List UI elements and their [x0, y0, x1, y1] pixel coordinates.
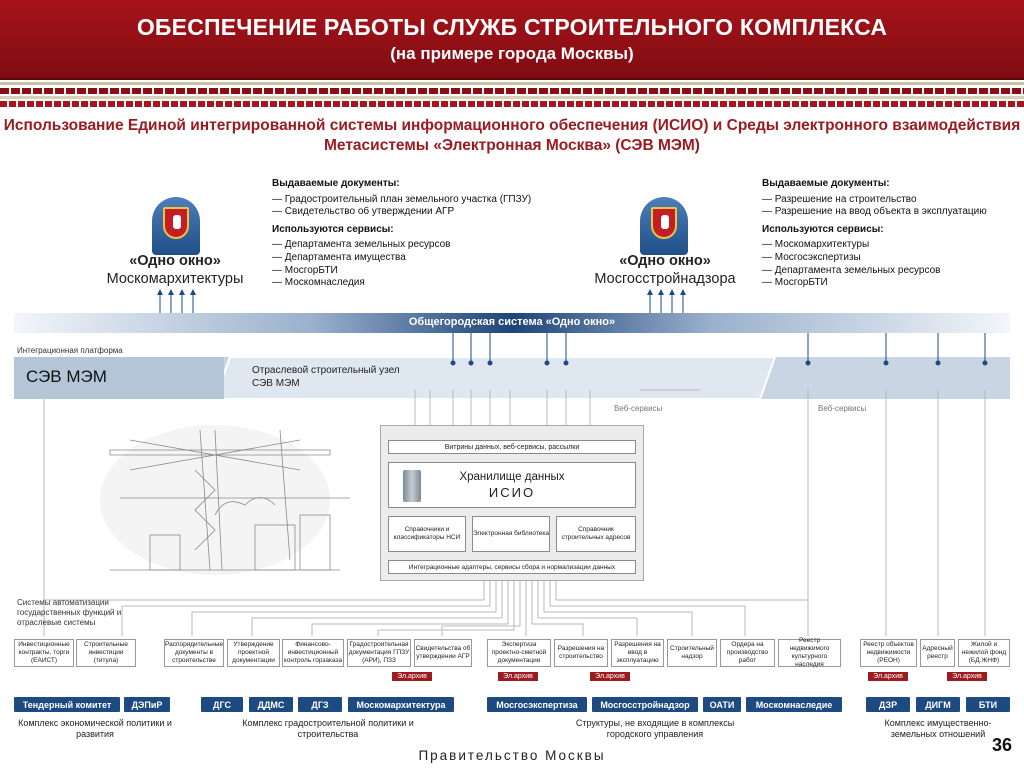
industry-node-label: Отраслевой строительный узел СЭВ МЭМ	[252, 365, 400, 389]
org-ddms: ДДМС	[249, 697, 293, 712]
system-box: Экспертиза проектно-сметной документации	[487, 639, 551, 667]
storage-title: Хранилище данных	[459, 471, 565, 483]
service-item: — МосгорБТИ	[272, 264, 338, 276]
org-bti: БТИ	[966, 697, 1010, 712]
archive-tag: Эл.архив	[498, 672, 538, 681]
service-item: — Москомархитектуры	[762, 239, 870, 251]
storage-name: ИСИО	[488, 485, 536, 500]
system-box: Ордера на производство работ	[720, 639, 775, 667]
intro-text: Использование Единой интегрированной системы информационного обеспечения (ИСИО) и Среды электронного взаимодействия Метасистемы «Электронная Москва» (СЭВ МЭМ)	[3, 117, 1021, 154]
arrows-to-left-window	[160, 292, 683, 313]
doc-item: — Градостроительный план земельного участка (ГПЗУ)	[272, 193, 532, 205]
doc-item: — Свидетельство об утверждении АГР	[272, 206, 455, 218]
service-item: — Департамента имущества	[272, 251, 406, 263]
system-box: Реестр недвижимого культурного наследия	[778, 639, 841, 667]
right-window-title: «Одно окно»	[619, 253, 711, 269]
platform-label: Интеграционная платформа	[17, 346, 123, 355]
system-box: Разрешения на строительство	[554, 639, 608, 667]
system-box: Строительные инвестиции (титула)	[76, 639, 136, 667]
isio-nsi-box: Справочники и классификаторы НСИ	[388, 516, 466, 552]
service-item: — Москомнаследия	[272, 277, 365, 289]
group-caption: Структуры, не входящие в комплексы городского управления	[575, 718, 735, 739]
service-item: — Департамента земельных ресурсов	[272, 239, 451, 251]
isio-block	[380, 425, 644, 581]
left-window-title: «Одно окно»	[129, 253, 221, 269]
group-caption: Комплекс имущественно-земельных отношений	[884, 718, 992, 739]
isio-library-box: Электронная библиотека	[472, 516, 550, 552]
org-dzr: ДЗР	[866, 697, 910, 712]
org-tender-committee: Тендерный комитет	[14, 697, 120, 712]
docs-heading: Выдаваемые документы:	[762, 178, 890, 189]
org-oati: ОАТИ	[703, 697, 741, 712]
org-moskomarkhitektura: Москомархитектура	[348, 697, 454, 712]
isio-adapters: Интеграционные адаптеры, сервисы сбора и нормализации данных	[388, 560, 636, 574]
service-item: — МосгорБТИ	[762, 277, 828, 289]
system-box: Финансово-инвестиционный контроль горзаказа	[282, 639, 344, 667]
archive-tag: Эл.архив	[947, 672, 987, 681]
server-icon	[403, 470, 421, 502]
systems-label: Системы автоматизации государственных функций и отраслевые системы	[17, 598, 122, 627]
archive-tag: Эл.архив	[590, 672, 630, 681]
city-one-window-bar	[14, 313, 1010, 333]
system-box: Инвестиционные контракты, торги (ЕАИСТ)	[14, 639, 74, 667]
service-item: — Мосгосэкспертизы	[762, 251, 861, 263]
org-digm: ДИГМ	[916, 697, 960, 712]
org-dgs: ДГС	[201, 697, 243, 712]
slide-title: ОБЕСПЕЧЕНИЕ РАБОТЫ СЛУЖБ СТРОИТЕЛЬНОГО КОМПЛЕКСА	[136, 14, 888, 40]
slide-subtitle: (на примере города Москвы)	[390, 44, 634, 63]
city-bar-label: Общегородская система «Одно окно»	[408, 316, 616, 328]
isio-showcase: Витрины данных, веб-сервисы, рассылки	[388, 440, 636, 454]
org-dgz: ДГЗ	[298, 697, 342, 712]
system-box: Жилой и нежилой фонд (БД ЖНФ)	[958, 639, 1010, 667]
sev-mem-label: СЭВ МЭМ	[26, 367, 107, 386]
archive-tag: Эл.архив	[868, 672, 908, 681]
isio-storage	[388, 462, 636, 508]
system-box: Утверждение проектной документации	[227, 639, 280, 667]
system-box: Распорядительные документы в строительстве	[164, 639, 224, 667]
footer-text: Правительство Москвы	[418, 748, 606, 763]
doc-item: — Разрешение на ввод объекта в эксплуатацию	[762, 206, 987, 218]
archive-tag: Эл.архив	[392, 672, 432, 681]
system-box: Строительный надзор	[667, 639, 717, 667]
system-box: Свидетельства об утверждении АГР	[414, 639, 472, 667]
system-box: Реестр объектов недвижимости (РЕОН)	[860, 639, 917, 667]
system-box: Адресный реестр	[920, 639, 955, 667]
doc-item: — Разрешение на строительство	[762, 193, 917, 205]
org-moskomnasledie: Москомнаследие	[746, 697, 842, 712]
web-services-label: Веб-сервисы	[614, 404, 663, 413]
org-mosgosekspertiza: Мосгосэкспертиза	[487, 697, 587, 712]
web-services-label: Веб-сервисы	[818, 404, 867, 413]
docs-heading: Выдаваемые документы:	[272, 178, 400, 189]
org-mosgosstroynadzor: Мосгосстройнадзор	[592, 697, 698, 712]
left-window-org: Москомархитектуры	[106, 271, 244, 287]
system-box: Градостроительная документация ГПЗУ (АРИ), ПЗЗ	[347, 639, 411, 667]
services-heading: Используются сервисы:	[272, 223, 394, 235]
page-number: 36	[992, 735, 1013, 755]
right-window-org: Мосгосстройнадзора	[594, 271, 736, 287]
services-heading: Используются сервисы:	[762, 223, 884, 235]
system-box: Разрешения на ввод в эксплуатацию	[611, 639, 664, 667]
service-item: — Департамента земельных ресурсов	[762, 264, 941, 276]
group-caption: Комплекс экономической политики и развития	[18, 718, 172, 739]
group-caption: Комплекс градостроительной политики и строительства	[242, 718, 414, 739]
crane-illustration-icon	[100, 425, 350, 575]
isio-addresses-box: Справочник строительных адресов	[556, 516, 636, 552]
org-depir: ДЭПиР	[124, 697, 170, 712]
